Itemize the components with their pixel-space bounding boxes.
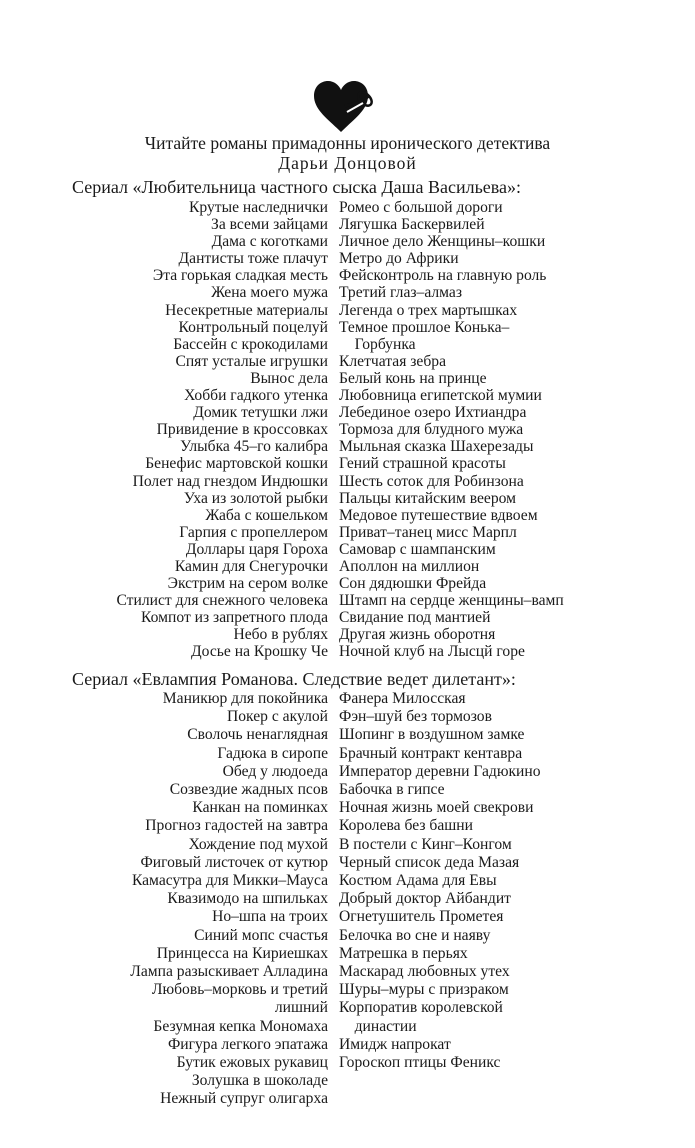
book-title: Уха из золотой рыбки [183,489,328,507]
book-title: Домик тетушки лжи [193,404,328,422]
book-title: Бабочка в гипсе [339,781,445,799]
book-title: Эта горькая сладкая месть [152,267,328,285]
book-title: Нежный супруг олигарха [160,1090,328,1108]
book-title: Обед у людоеда [222,762,328,780]
book-title: Жена моего мужа [211,284,328,302]
book-title: Ромео с большой дороги [339,199,503,216]
book-title: Корпоратив королевской [339,999,503,1017]
book-title: Маникюр для покойника [162,690,328,707]
book-title: Сон дядюшки Фрейда [339,575,487,593]
book-title: Свидание под мантией [339,609,491,627]
book-title: Безумная кепка Мономаха [153,1017,328,1035]
book-title: Гарпия с пропеллером [179,523,328,541]
book-title: Контрольный поцелуй [178,318,328,336]
book-title: Спят усталые игрушки [175,352,328,370]
book-title: Белый конь на принце [339,369,487,387]
book-title: Синий мопс счастья [194,926,328,944]
series-1-title: Сериал «Любительница частного сыска Даша Васильева»: [72,177,522,197]
book-title: Лебединое озеро Ихтиандра [339,404,527,422]
book-title: Канкан на поминках [192,799,328,817]
book-title: Фиговый листочек от кутюр [140,853,328,871]
book-title: Гадюка в сиропе [217,744,328,762]
book-title: Досье на Крошку Че [191,643,328,661]
book-title: Метро до Африки [339,250,459,268]
book-title: Лягушка Баскервилей [339,216,485,234]
book-title: Самовар с шампанским [339,540,496,558]
book-title: Небо в рублях [233,626,328,644]
series-2-right-column [339,690,669,1072]
book-title: В постели с Кинг–Конгом [339,835,512,853]
series-2-left-column [8,690,328,1109]
book-title: Имидж напрокат [339,1035,451,1053]
series-1-right-column [339,199,669,661]
series-1-left-column [8,199,328,661]
book-title: Легенда о трех мартышках [339,301,518,319]
book-title: Тормоза для блудного мужа [339,421,524,439]
book-title: Жаба с кошельком [205,506,328,524]
book-title: Аполлон на миллион [339,557,480,575]
book-title: Хобби гадкого утенка [184,387,328,405]
book-title: Гений страшной красоты [339,455,506,473]
book-title: Доллары царя Гороха [185,540,328,558]
book-title: Дантисты тоже плачут [178,250,328,268]
book-title: Ночная жизнь моей свекрови [339,799,534,817]
book-title: Полет над гнездом Индюшки [132,472,328,490]
book-title: Костюм Адама для Евы [339,872,497,890]
book-title: Несекретные материалы [165,301,328,319]
heart-with-safety-pin-icon [311,76,373,134]
book-title: Привидение в кроссовках [156,421,328,439]
book-title: Бенефис мартовской кошки [145,455,328,473]
book-title: Бутик ежовых рукавиц [176,1054,328,1072]
book-title: Белочка во сне и наяву [339,926,491,944]
book-title: Огнетушитель Прометея [339,908,504,926]
book-title: Компот из запретного плода [141,609,328,627]
book-title: Медовое путешествие вдвоем [339,506,538,524]
book-title: Любовь–морковь и третий [151,981,328,999]
book-title: Бассейн с крокодилами [173,335,328,353]
book-title: Штамп на сердце женщины–вамп [339,592,564,610]
book-title: Экстрим на сером волке [167,575,328,593]
book-title: Но–шпа на троих [212,908,328,926]
book-title: Сволочь ненаглядная [187,726,328,744]
book-title: Королева без башни [339,817,473,835]
book-title: Покер с акулой [227,708,328,726]
book-title: Созвездие жадных псов [169,781,328,799]
book-title: Квазимодо на шпильках [167,890,328,908]
book-title-continuation: лишний [274,999,328,1017]
book-title: Черный список деда Мазая [339,853,520,871]
book-title: Мыльная сказка Шахерезады [339,438,534,456]
book-title: Фэн–шуй без тормозов [339,708,492,726]
book-title: Клетчатая зебра [339,352,447,370]
book-title: Брачный контракт кентавра [339,744,523,762]
book-title: Стилист для снежного человека [116,592,328,610]
intro-line-1: Читайте романы примадонны иронического детектива [144,133,551,153]
book-title: Камасутра для Микки–Мауса [131,872,328,890]
book-title: Камин для Снегурочки [174,557,328,575]
book-title: Фейсконтроль на главную роль [339,267,547,285]
book-title: Золушка в шоколаде [191,1072,328,1090]
book-title: Гороскоп птицы Феникс [339,1054,501,1072]
book-title: Личное дело Женщины–кошки [339,233,546,251]
book-title-continuation: династии [339,1017,417,1035]
book-title: Матрешка в перьях [339,944,468,962]
book-title: Пальцы китайским веером [339,489,517,507]
book-title: Ночной клуб на Лысцй горе [339,643,525,661]
book-title: Вынос дела [250,369,328,387]
book-title: Приват–танец мисс Марпл [339,523,517,541]
book-title: Другая жизнь оборотня [339,626,496,644]
book-title: Третий глаз–алмаз [339,284,462,302]
book-title: Улыбка 45–го калибра [180,438,328,456]
book-title: Фанера Милосская [339,690,466,707]
book-title-continuation: Горбунка [339,335,416,353]
book-title: Крутые наследнички [189,199,328,216]
author-name: Дарьи Донцовой [278,153,417,173]
book-title: За всеми зайцами [211,216,328,234]
series-2-title: Сериал «Евлампия Романова. Следствие ведет дилетант»: [72,669,516,689]
book-title: Принцесса на Кириешках [156,944,328,962]
book-title: Прогноз гадостей на завтра [145,817,328,835]
book-title: Темное прошлое Конька– [339,318,510,336]
book-title: Добрый доктор Айбандит [339,890,511,908]
book-title: Маскарад любовных утех [339,963,510,981]
book-title: Шесть соток для Робинзона [339,472,524,490]
book-title: Император деревни Гадюкино [339,762,541,780]
book-title: Шопинг в воздушном замке [339,726,525,744]
book-title: Дама с коготками [211,233,328,251]
book-title: Лампа разыскивает Алладина [130,963,328,981]
book-title: Любовница египетской мумии [339,387,542,405]
book-title: Хождение под мухой [188,835,328,853]
book-title: Фигура легкого эпатажа [167,1035,328,1053]
book-title: Шуры–муры с призраком [339,981,509,999]
